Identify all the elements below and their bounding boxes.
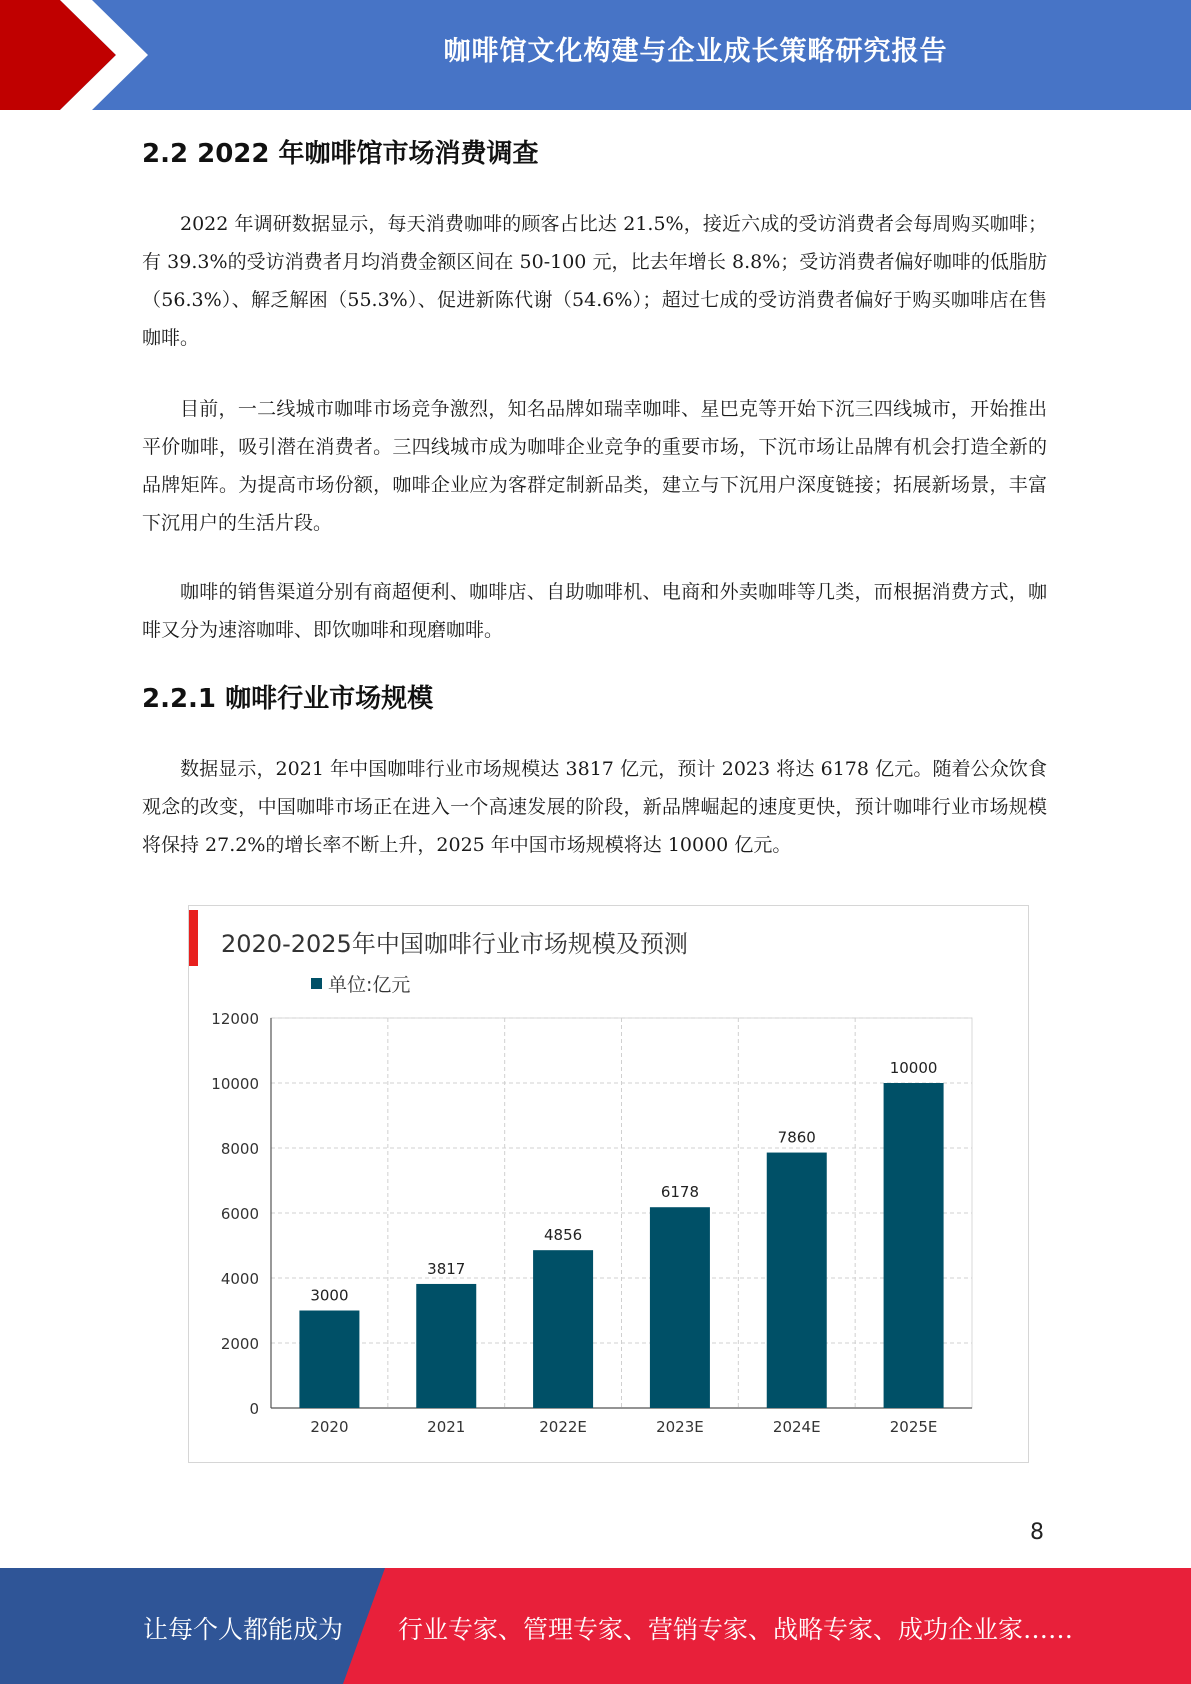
paragraph-sales-channels: 咖啡的销售渠道分别有商超便利、咖啡店、自助咖啡机、电商和外卖咖啡等几类，而根据消费方式，咖啡又分为速溶咖啡、即饮咖啡和现磨咖啡。 [142, 581, 1047, 641]
y-tick-label: 0 [249, 1400, 259, 1418]
legend-label: 单位:亿元 [328, 974, 411, 996]
header-red-arrow [0, 0, 150, 110]
x-tick-label: 2024E [772, 1418, 821, 1436]
x-tick-label: 2025E [889, 1418, 938, 1436]
bar [884, 1083, 944, 1408]
footer-slogan-right: 行业专家、管理专家、营销专家、战略专家、成功企业家…… [398, 1615, 1074, 1644]
page-header [0, 0, 1191, 110]
y-tick-label: 2000 [220, 1335, 259, 1353]
data-label: 6178 [660, 1183, 700, 1202]
bar [299, 1311, 359, 1409]
chart-title: 2020-2025年中国咖啡行业市场规模及预测 [221, 930, 688, 958]
x-tick-label: 2020 [310, 1418, 349, 1436]
y-tick-label: 10000 [211, 1075, 259, 1093]
data-label: 7860 [777, 1128, 816, 1147]
footer-slogan-left: 让每个人都能成为 [143, 1615, 344, 1644]
bar [650, 1207, 710, 1408]
x-tick-label: 2022E [539, 1418, 587, 1436]
paragraph-market-competition: 目前，一二线城市咖啡市场竞争激烈，知名品牌如瑞幸咖啡、星巴克等开始下沉三四线城市，开始推出平价咖啡，吸引潜在消费者。三四线城市成为咖啡企业竞争的重要市场，下沉市场让品牌有机会打造全新的品牌矩阵。为提高市场份额，咖啡企业应为客群定制新品类，建立与下沉用户深度链接；拓展新场景，丰富下沉用户的生活片段。 [142, 398, 1047, 534]
data-label: 10000 [889, 1059, 938, 1077]
paragraph-survey: 2022 年调研数据显示，每天消费咖啡的顾客占比达 21.5%，接近六成的受访消费者会每周购买咖啡；有 39.3%的受访消费者月均消费金额区间在 50-100 元，比去年增长 8.8%；受访消费者偏好咖啡的低脂肪（56.3%）、解乏解困（55.3%）、促进新陈代谢（54.6%）；超过七成的受访消费者偏好于购买咖啡店在售咖啡。 [142, 213, 1047, 349]
bar [767, 1153, 827, 1408]
y-tick-label: 8000 [220, 1140, 259, 1158]
x-tick-label: 2023E [656, 1418, 704, 1436]
data-label: 3000 [310, 1286, 349, 1305]
section-heading-2-2-1: 2.2.1 咖啡行业市场规模 [142, 684, 434, 714]
y-tick-label: 12000 [211, 1010, 259, 1028]
page-number: 8 [1030, 1520, 1044, 1545]
market-size-chart [188, 905, 1029, 1463]
data-label: 3817 [427, 1259, 466, 1278]
paragraph-market-size: 数据显示，2021 年中国咖啡行业市场规模达 3817 亿元，预计 2023 将达 6178 亿元。随着公众饮食观念的改变，中国咖啡市场正在进入一个高速发展的阶段，新品牌崛起的速度更快，预计咖啡行业市场规模将保持 27.2%的增长率不断上升，2025 年中国市场规模将达 10000 亿元。 [142, 758, 1047, 856]
header-title: 咖啡馆文化构建与企业成长策略研究报告 [443, 35, 948, 67]
y-tick-label: 6000 [220, 1205, 259, 1223]
bar [533, 1250, 593, 1408]
data-label: 4856 [543, 1226, 583, 1245]
y-tick-label: 4000 [220, 1270, 259, 1288]
section-heading-2-2: 2.2 2022 年咖啡馆市场消费调查 [142, 139, 539, 169]
bar [416, 1284, 476, 1408]
chart-plot [189, 906, 1028, 1462]
x-tick-label: 2021 [427, 1418, 466, 1436]
